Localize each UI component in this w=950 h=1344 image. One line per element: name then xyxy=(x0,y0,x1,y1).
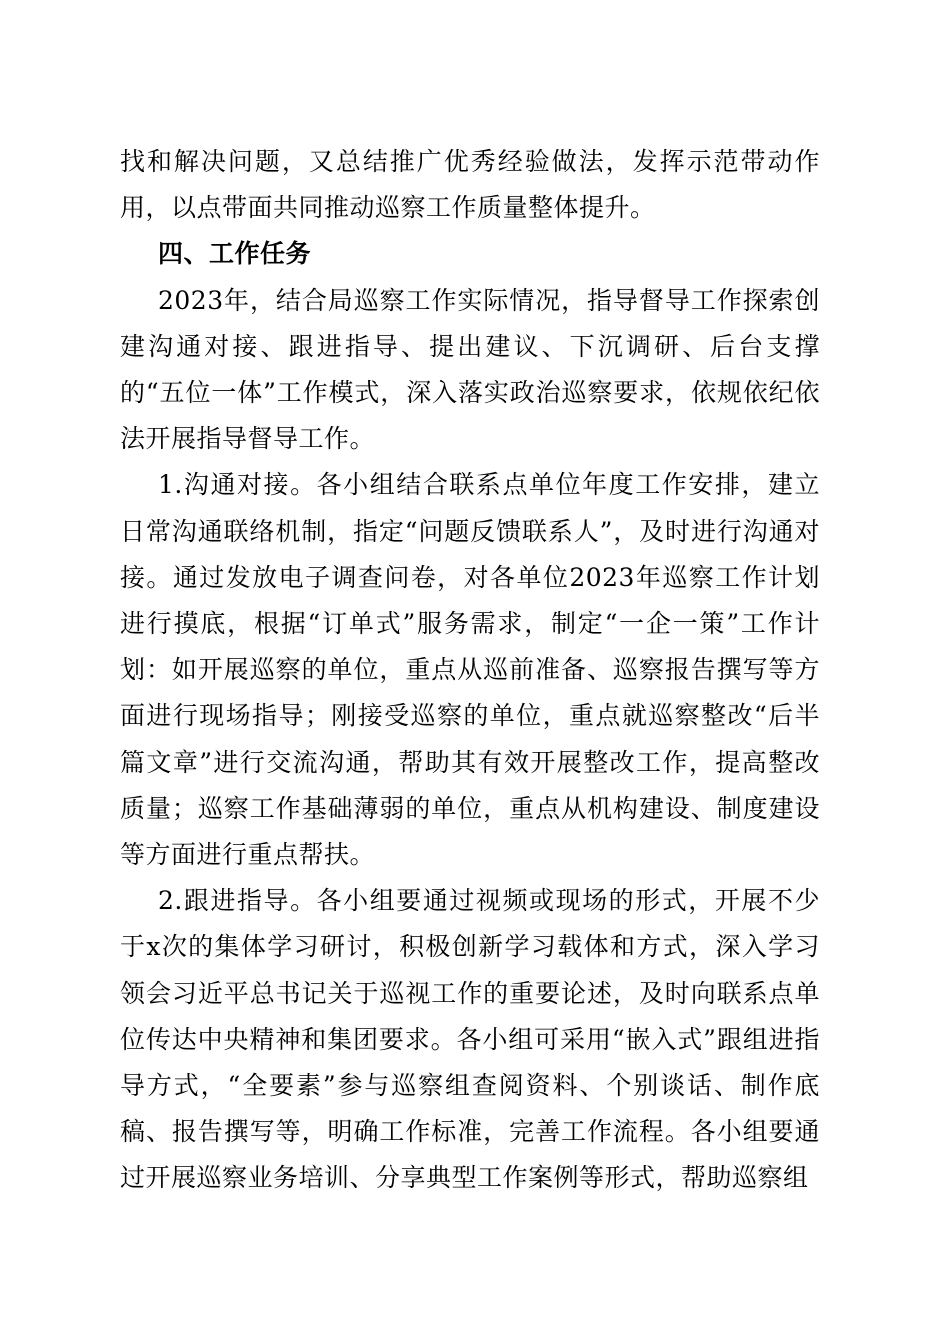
section-heading: 四、工作任务 xyxy=(158,239,312,269)
paragraph-item-2: 2.跟进指导。各小组要通过视频或现场的形式，开展不少于x次的集体学习研讨，积极创新学习载体和方式，深入学习领会习近平总书记关于巡视工作的重要论述，及时向联系点单位传达中央精神和集团要求。各小组可采用“嵌入式”跟组进指导方式，“全要素”参与巡察组查阅资料、个别谈话、制作底稿、报告撰写等，明确工作标准，完善工作流程。各小组要通过开展巡察业务培训、分享典型工作案例等形式，帮助巡察组 xyxy=(120,886,820,1193)
paragraph-item-1: 1.沟通对接。各小组结合联系点单位年度工作安排，建立日常沟通联络机制，指定“问题反馈联系人”，及时进行沟通对接。通过发放电子调查问卷，对各单位2023年巡察工作计划进行摸底，根据“订单式”服务需求，制定“一企一策”工作计划：如开展巡察的单位，重点从巡前准备、巡察报告撰写等方面进行现场指导；刚接受巡察的单位，重点就巡察整改“后半篇文章”进行交流沟通，帮助其有效开展整改工作，提高整改质量；巡察工作基础薄弱的单位，重点从机构建设、制度建设等方面进行重点帮扶。 xyxy=(120,470,820,870)
paragraph-continuation: 找和解决问题，又总结推广优秀经验做法，发挥示范带动作用，以点带面共同推动巡察工作质量整体提升。 xyxy=(120,147,820,223)
document-body xyxy=(120,139,820,1202)
paragraph-intro: 2023年，结合局巡察工作实际情况，指导督导工作探索创建沟通对接、跟进指导、提出建议、下沉调研、后台支撑的“五位一体”工作模式，深入落实政治巡察要求，依规依纪依法开展指导督导工作。 xyxy=(120,285,820,454)
